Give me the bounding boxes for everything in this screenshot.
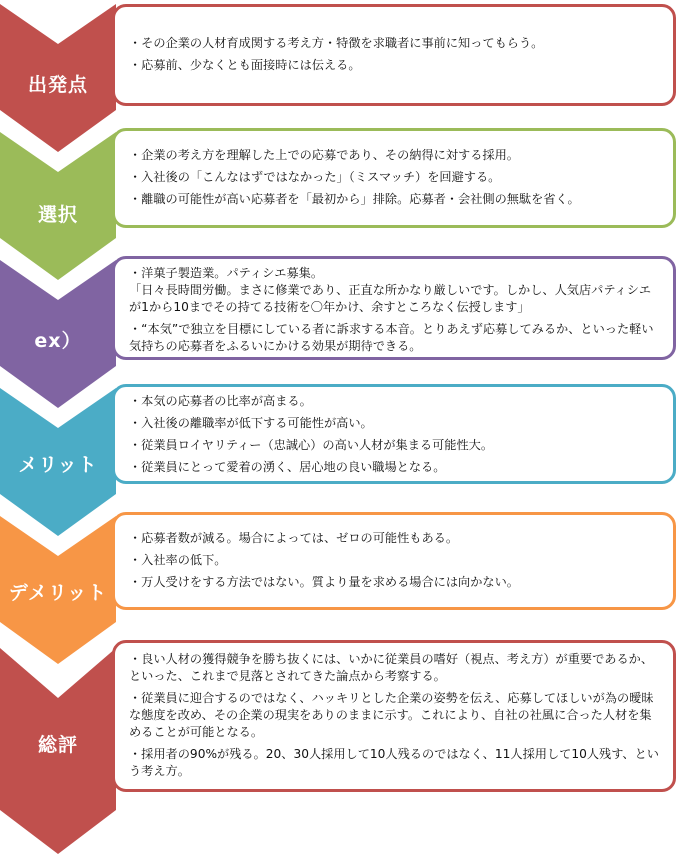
section-label-1: 出発点 xyxy=(27,74,88,96)
section-box-4 xyxy=(112,384,676,484)
section-4-item: ・従業員にとって愛着の湧く、居心地の良い職場となる。 xyxy=(129,460,446,474)
section-label-5: デメリット xyxy=(8,582,108,604)
section-3-item: ・“本気”で独立を目標にしている者に訴求する本音。とりあえず応募してみるか、といった軽い気持ちの応募者をふるいにかける効果が期待できる。 xyxy=(129,322,654,353)
section-box-6 xyxy=(112,640,676,792)
section-label-2: 選択 xyxy=(37,204,78,226)
section-box-1 xyxy=(112,4,676,106)
section-6-item: ・良い人材の獲得競争を勝ち抜くには、いかに従業員の嗜好（視点、考え方）が重要であるか、といった、これまで見落とされてきた論点から考察する。 xyxy=(129,652,654,683)
section-label-4: メリット xyxy=(18,454,98,476)
section-4-item: ・入社後の離職率が低下する可能性が高い。 xyxy=(129,416,373,430)
section-3-item: ・洋菓子製造業。パティシエ募集。 「日々長時間労働。まさに修業であり、正直な所かなり厳しいです。しかし、人気店パティシエが1から10までその持てる技術を〇年かけ、余すところなく伝授します」 xyxy=(129,266,652,314)
section-4-item: ・本気の応募者の比率が高まる。 xyxy=(129,394,312,408)
section-4-item: ・従業員ロイヤリティー（忠誠心）の高い人材が集まる可能性大。 xyxy=(129,438,494,452)
section-box-3 xyxy=(112,256,676,360)
section-label-3: ex） xyxy=(34,330,82,352)
section-box-2 xyxy=(112,128,676,228)
section-2-item: ・入社後の「こんなはずではなかった」（ミスマッチ）を回避する。 xyxy=(129,170,501,184)
section-6-item: ・従業員に迎合するのではなく、ハッキリとした企業の姿勢を伝え、応募してほしいが為の曖昧な態度を改め、その企業の現実をありのままに示す。これにより、自社の社風に合った人材を集めることが可能となる。 xyxy=(129,691,654,739)
section-1-item: ・応募前、少なくとも面接時には伝える。 xyxy=(129,58,361,72)
section-label-6: 総評 xyxy=(37,734,78,756)
section-1-item: ・その企業の人材育成関する考え方・特徴を求職者に事前に知ってもらう。 xyxy=(129,36,544,50)
section-5-item: ・入社率の低下。 xyxy=(129,553,227,567)
section-2-item: ・離職の可能性が高い応募者を「最初から」排除。応募者・会社側の無駄を省く。 xyxy=(129,192,580,206)
section-2-item: ・企業の考え方を理解した上での応募であり、その納得に対する採用。 xyxy=(129,148,519,162)
section-box-5 xyxy=(112,512,676,610)
section-6-item: ・採用者の90%が残る。20、30人採用して10人残るのではなく、11人採用して10人残す、という考え方。 xyxy=(129,747,659,778)
section-5-item: ・万人受けをする方法ではない。質より量を求める場合には向かない。 xyxy=(129,575,519,589)
section-5-item: ・応募者数が減る。場合によっては、ゼロの可能性もある。 xyxy=(129,531,459,545)
